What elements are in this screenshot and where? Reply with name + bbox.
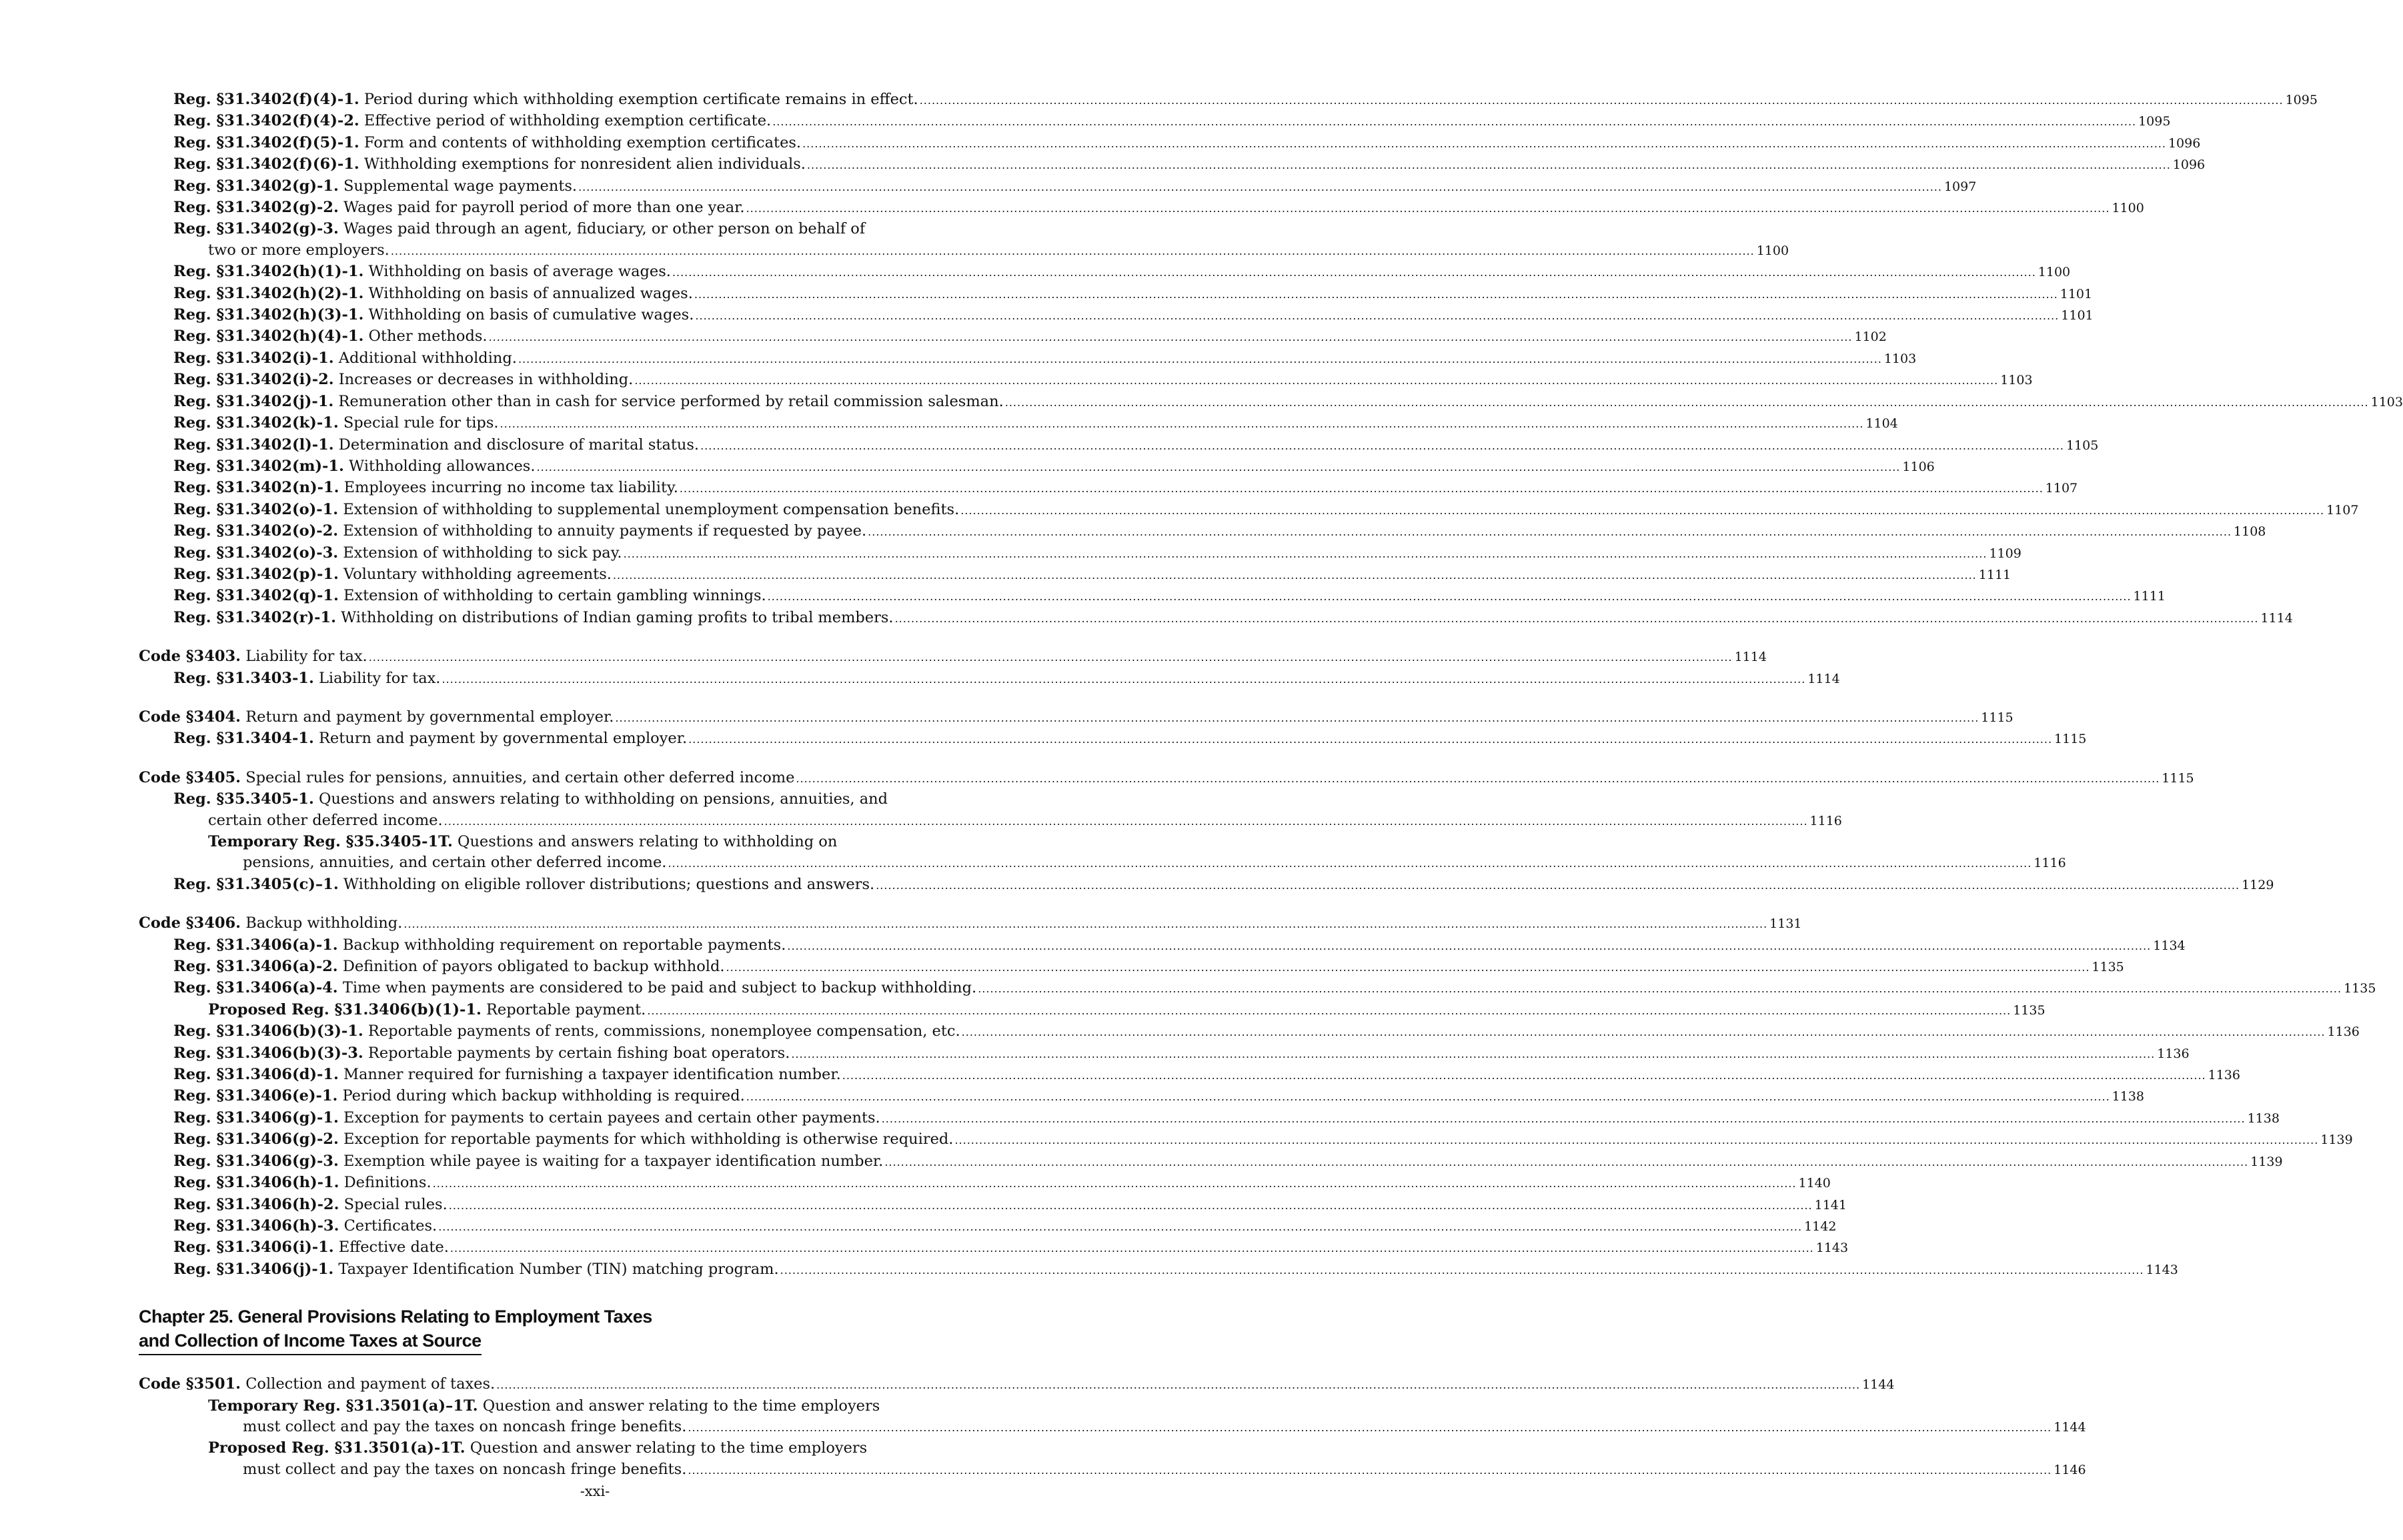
toc-entry bbox=[139, 521, 2266, 542]
toc-entry bbox=[139, 1000, 2046, 1021]
page-number: 1096 bbox=[2168, 135, 2201, 151]
toc-entry bbox=[139, 608, 2293, 629]
entry-label: Reg. §31.3402(l)-1. bbox=[173, 436, 334, 454]
page-footer bbox=[0, 1483, 1190, 1499]
entry-label: Reg. §31.3402(h)(3)-1. bbox=[173, 306, 364, 324]
page-number: 1116 bbox=[1809, 813, 1842, 828]
dot-leader bbox=[537, 457, 1901, 478]
toc-entry-continuation bbox=[139, 240, 1789, 261]
entry-label: Reg. §31.3406(h)-1. bbox=[173, 1174, 339, 1192]
entry-title: Withholding on eligible rollover distributions; questions and answers. bbox=[343, 875, 875, 893]
dot-leader bbox=[791, 1044, 2155, 1064]
toc-entry bbox=[139, 1173, 1831, 1194]
entry-label: Reg. §31.3402(k)-1. bbox=[173, 414, 339, 432]
chapter-heading bbox=[139, 1305, 1035, 1355]
toc-entry-first-line bbox=[139, 789, 1035, 810]
entry-title: Certificates. bbox=[343, 1217, 438, 1235]
entry-title: Question and answer relating to the time employers bbox=[470, 1439, 868, 1457]
page-number: 1134 bbox=[2153, 938, 2186, 953]
entry-label: Reg. §31.3402(g)-1. bbox=[173, 177, 339, 195]
entry-label: Reg. §31.3406(a)-4. bbox=[173, 979, 338, 997]
toc-entry bbox=[139, 1108, 2280, 1129]
page-number: 1114 bbox=[1734, 650, 1767, 665]
toc-entry bbox=[139, 668, 1840, 690]
toc-entry bbox=[139, 1237, 1849, 1259]
toc-entry bbox=[139, 564, 2012, 586]
entry-title: Definition of payors obligated to backup withhold. bbox=[342, 958, 725, 976]
entry-label: Reg. §31.3406(h)-2. bbox=[173, 1195, 339, 1213]
dot-leader bbox=[680, 478, 2044, 499]
page-number: 1136 bbox=[2208, 1068, 2240, 1083]
entry-label: Reg. §31.3402(i)-1. bbox=[173, 349, 334, 367]
page-number: 1103 bbox=[2370, 394, 2403, 410]
page-number: 1131 bbox=[1769, 916, 1802, 932]
page-number: 1140 bbox=[1798, 1176, 1831, 1191]
entry-label: Reg. §31.3402(p)-1. bbox=[173, 565, 339, 583]
entry-label: Reg. §31.3402(h)(1)-1. bbox=[173, 263, 364, 281]
dot-leader bbox=[960, 500, 2324, 521]
entry-title: Reportable payments by certain fishing boat operators. bbox=[367, 1044, 790, 1062]
dot-leader bbox=[746, 1086, 2110, 1107]
entry-label: Reg. §31.3402(m)-1. bbox=[173, 457, 344, 475]
dot-leader bbox=[895, 608, 2259, 629]
section-code-3404 bbox=[139, 707, 2087, 750]
toc-entry bbox=[139, 348, 1917, 369]
page-number: 1139 bbox=[2320, 1132, 2353, 1148]
dot-leader bbox=[796, 768, 2160, 789]
dot-leader bbox=[438, 1217, 1802, 1237]
entry-label: Reg. §31.3402(f)(4)-1. bbox=[173, 91, 359, 108]
dot-leader bbox=[920, 90, 2284, 111]
entry-title: Definitions. bbox=[343, 1174, 432, 1192]
entry-label: Code §3501. bbox=[139, 1375, 241, 1393]
page-number: 1107 bbox=[2326, 502, 2359, 518]
entry-title-cont: two or more employers. bbox=[208, 241, 389, 259]
entry-title: Withholding on distributions of Indian gaming profits to tribal members. bbox=[341, 608, 894, 626]
toc-entry bbox=[139, 1043, 2190, 1064]
page-number: 1143 bbox=[1815, 1241, 1849, 1256]
entry-title: Collection and payment of taxes. bbox=[245, 1375, 496, 1393]
dot-leader bbox=[442, 669, 1805, 690]
section-code-3405 bbox=[139, 768, 2274, 896]
entry-title: Time when payments are considered to be paid and subject to backup withholding. bbox=[342, 979, 977, 997]
entry-label: Reg. §31.3406(g)-3. bbox=[173, 1152, 339, 1170]
toc-entry bbox=[139, 435, 2099, 456]
entry-label: Reg. §31.3406(i)-1. bbox=[173, 1239, 334, 1257]
entry-label: Reg. §31.3402(j)-1. bbox=[173, 392, 334, 410]
entry-title-cont: pensions, annuities, and certain other deferred income. bbox=[243, 854, 667, 872]
dot-leader bbox=[613, 565, 1977, 586]
dot-leader bbox=[615, 708, 1979, 728]
entry-title: Wages paid through an agent, fiduciary, or other person on behalf of bbox=[343, 220, 866, 238]
toc-entry-continuation bbox=[139, 1459, 2086, 1481]
page-number: 1108 bbox=[2234, 524, 2266, 540]
entry-title: Increases or decreases in withholding. bbox=[338, 371, 634, 389]
toc-entry-first-line bbox=[139, 1396, 1035, 1417]
dot-leader bbox=[404, 914, 1767, 934]
page-number: 1105 bbox=[2066, 438, 2099, 453]
entry-title: Backup withholding requirement on reportable payments. bbox=[342, 936, 786, 954]
chapter-title-line-2: and Collection of Income Taxes at Source bbox=[139, 1329, 482, 1355]
table-of-contents bbox=[139, 89, 2403, 1481]
dot-leader bbox=[695, 305, 2059, 326]
page-number: 1141 bbox=[1814, 1197, 1847, 1213]
entry-title: Questions and answers relating to withholding on bbox=[458, 833, 838, 850]
section-code-3501 bbox=[139, 1374, 2086, 1481]
entry-label: Reg. §31.3402(h)(2)-1. bbox=[173, 284, 364, 302]
page-number: 1100 bbox=[2112, 201, 2144, 216]
entries-section-a bbox=[139, 89, 2318, 261]
page-number: 1139 bbox=[2250, 1154, 2283, 1169]
entry-label: Code §3405. bbox=[139, 768, 241, 786]
toc-entry-continuation bbox=[139, 810, 1842, 832]
entry-title: Extension of withholding to supplemental unemployment compensation benefits. bbox=[343, 500, 960, 518]
dot-leader bbox=[647, 1000, 2011, 1021]
page-number: 1107 bbox=[2045, 481, 2078, 496]
entry-title: Voluntary withholding agreements. bbox=[343, 565, 612, 583]
entry-title: Special rules for pensions, annuities, and certain other deferred income bbox=[245, 768, 795, 786]
entry-label: Reg. §31.3406(b)(3)-3. bbox=[173, 1044, 363, 1062]
dot-leader bbox=[500, 414, 1864, 434]
page-number: 1111 bbox=[1978, 567, 2012, 582]
toc-entry bbox=[139, 1086, 2145, 1107]
entry-title: Withholding on basis of annualized wages. bbox=[368, 284, 693, 302]
toc-entry bbox=[139, 1064, 2240, 1086]
toc-entry-code bbox=[139, 1374, 1895, 1395]
entry-label: Reg. §31.3402(f)(6)-1. bbox=[173, 155, 359, 173]
entry-title: Form and contents of withholding exemption certificates. bbox=[363, 133, 802, 151]
entry-label: Reg. §31.3402(q)-1. bbox=[173, 587, 339, 605]
dot-leader bbox=[1005, 392, 2369, 413]
entry-title: Determination and disclosure of marital status. bbox=[338, 436, 700, 454]
page-number: 1102 bbox=[1854, 329, 1887, 345]
entry-title: Effective date. bbox=[338, 1239, 449, 1257]
toc-entry bbox=[139, 500, 2359, 521]
entry-title: Exception for payments to certain payees and certain other payments. bbox=[343, 1108, 880, 1126]
dot-leader bbox=[688, 1460, 2052, 1481]
entry-label: Reg. §31.3402(g)-3. bbox=[173, 220, 339, 238]
toc-entry-code bbox=[139, 768, 2194, 789]
dot-leader bbox=[444, 811, 1808, 832]
dot-leader bbox=[496, 1375, 1860, 1395]
toc-entry bbox=[139, 111, 2171, 132]
entry-label: Temporary Reg. §31.3501(a)–1T. bbox=[208, 1397, 478, 1415]
page-number: 1114 bbox=[2260, 610, 2293, 626]
entry-label: Reg. §31.3402(r)-1. bbox=[173, 608, 336, 626]
page-number: 1101 bbox=[2060, 286, 2093, 301]
page-number: 1100 bbox=[1756, 243, 1789, 258]
page-number: 1136 bbox=[2157, 1046, 2190, 1061]
entry-title: Withholding allowances. bbox=[349, 457, 536, 475]
page-number: 1100 bbox=[2038, 265, 2071, 280]
page-number: 1135 bbox=[2092, 960, 2124, 975]
entry-title: Return and payment by governmental employer. bbox=[318, 730, 688, 748]
entry-label: Reg. §31.3406(g)-1. bbox=[173, 1108, 339, 1126]
entry-title-cont: must collect and pay the taxes on noncash fringe benefits. bbox=[243, 1417, 687, 1435]
entry-label: Reg. §31.3402(o)-2. bbox=[173, 522, 339, 540]
toc-entry-code bbox=[139, 646, 1767, 668]
dot-leader bbox=[688, 1417, 2052, 1438]
dot-leader bbox=[624, 544, 1987, 564]
page-number: 1116 bbox=[2034, 856, 2066, 871]
toc-entry bbox=[139, 197, 2144, 219]
page-number: 1095 bbox=[2285, 93, 2318, 107]
entry-title: Effective period of withholding exemption certificate. bbox=[363, 112, 772, 130]
entry-label: Reg. §31.3406(g)-2. bbox=[173, 1130, 339, 1148]
toc-entry bbox=[139, 133, 2201, 154]
entry-title: Taxpayer Identification Number (TIN) matching program. bbox=[338, 1260, 779, 1278]
entry-title: Reportable payments of rents, commissions, nonemployee compensation, etc. bbox=[367, 1022, 960, 1040]
page-number: 1146 bbox=[2054, 1462, 2086, 1477]
dot-leader bbox=[433, 1173, 1797, 1194]
entry-title: Question and answer relating to the time employers bbox=[482, 1397, 880, 1415]
toc-entry bbox=[139, 478, 2078, 499]
page-number: 1104 bbox=[1865, 416, 1898, 432]
toc-entry bbox=[139, 261, 2071, 283]
entry-title: Manner required for furnishing a taxpayer identification number. bbox=[343, 1066, 841, 1084]
toc-entry-continuation bbox=[139, 852, 2066, 874]
page-number: 1144 bbox=[1862, 1377, 1895, 1393]
dot-leader bbox=[668, 853, 2032, 874]
entry-title: Special rules. bbox=[343, 1195, 448, 1213]
toc-entry bbox=[139, 89, 2318, 111]
dot-leader bbox=[700, 436, 2064, 456]
entry-title: Liability for tax. bbox=[245, 648, 367, 666]
toc-entry bbox=[139, 1129, 2353, 1150]
page-number: 1114 bbox=[1807, 671, 1840, 686]
dot-leader bbox=[802, 133, 2166, 154]
toc-entry bbox=[139, 176, 1977, 197]
entry-label: Temporary Reg. §35.3405-1T. bbox=[208, 833, 453, 850]
entry-label: Reg. §31.3406(h)-3. bbox=[173, 1217, 339, 1235]
entry-label: Code §3404. bbox=[139, 708, 241, 726]
entry-title: Special rule for tips. bbox=[343, 414, 499, 432]
dot-leader bbox=[780, 1260, 2144, 1281]
page-number: 1115 bbox=[1981, 710, 2014, 725]
toc-entry bbox=[139, 283, 2093, 305]
entry-label: Reg. §31.3406(a)-1. bbox=[173, 936, 338, 954]
toc-entry bbox=[139, 978, 2376, 999]
page-number: 1109 bbox=[1989, 546, 2022, 561]
dot-leader bbox=[634, 370, 1998, 391]
dot-leader bbox=[772, 111, 2136, 132]
page-number: 1144 bbox=[2054, 1419, 2086, 1435]
dot-leader bbox=[726, 957, 2090, 978]
entry-label: Proposed Reg. §31.3406(b)(1)-1. bbox=[208, 1000, 482, 1018]
entry-label: Code §3406. bbox=[139, 914, 241, 932]
entry-title: Liability for tax. bbox=[318, 669, 441, 687]
entry-label: Reg. §31.3402(f)(5)-1. bbox=[173, 133, 359, 151]
toc-entry bbox=[139, 369, 2033, 391]
entry-label: Reg. §31.3406(e)-1. bbox=[173, 1087, 338, 1105]
entry-label: Reg. §31.3402(h)(4)-1. bbox=[173, 327, 364, 345]
page-number: 1135 bbox=[2344, 981, 2376, 996]
entry-title: Period during which backup withholding is required. bbox=[342, 1087, 745, 1105]
entry-title: Withholding on basis of cumulative wages. bbox=[368, 306, 694, 324]
dot-leader bbox=[369, 647, 1733, 668]
page-number: 1103 bbox=[2000, 373, 2033, 388]
entry-title: Additional withholding. bbox=[338, 349, 517, 367]
toc-entry bbox=[139, 1216, 1837, 1237]
dot-leader bbox=[391, 241, 1755, 261]
dot-leader bbox=[578, 177, 1942, 197]
entry-title: Supplemental wage payments. bbox=[343, 177, 578, 195]
entry-label: Reg. §31.3406(a)-2. bbox=[173, 958, 338, 976]
page-number: 1142 bbox=[1804, 1219, 1837, 1234]
toc-entry bbox=[139, 392, 2403, 413]
toc-entry-first-line bbox=[139, 1438, 1035, 1459]
entry-title: Other methods. bbox=[368, 327, 488, 345]
entry-label: Reg. §35.3405-1. bbox=[173, 790, 314, 808]
page-number: 1136 bbox=[2327, 1024, 2360, 1040]
dot-leader bbox=[842, 1065, 2206, 1086]
toc-entry bbox=[139, 1259, 2178, 1281]
entry-label: Reg. §31.3402(f)(4)-2. bbox=[173, 112, 359, 130]
entry-title: Withholding exemptions for nonresident alien individuals. bbox=[363, 155, 806, 173]
page-number: 1097 bbox=[1943, 179, 1977, 194]
entry-label: Reg. §31.3402(g)-2. bbox=[173, 199, 339, 217]
entry-title: Backup withholding. bbox=[245, 914, 403, 932]
dot-leader bbox=[884, 1152, 2248, 1173]
toc-entry bbox=[139, 456, 1935, 478]
toc-entry-code bbox=[139, 913, 1802, 934]
entry-title-cont: must collect and pay the taxes on noncash fringe benefits. bbox=[243, 1460, 687, 1478]
dot-leader bbox=[876, 875, 2240, 896]
dot-leader bbox=[868, 522, 2232, 542]
entry-label: Code §3403. bbox=[139, 648, 241, 666]
toc-entry bbox=[139, 326, 1887, 347]
toc-entry-first-line bbox=[139, 219, 1035, 239]
page-number: 1096 bbox=[2172, 157, 2206, 173]
dot-leader bbox=[768, 586, 2132, 607]
toc-entry bbox=[139, 586, 2166, 607]
entry-title-cont: certain other deferred income. bbox=[208, 811, 443, 829]
dot-leader bbox=[954, 1130, 2318, 1150]
entry-label: Reg. §31.3405(c)–1. bbox=[173, 875, 339, 893]
entry-title: Extension of withholding to certain gambling winnings. bbox=[343, 587, 766, 605]
entry-title: Employees incurring no income tax liability. bbox=[343, 479, 678, 497]
entry-title: Extension of withholding to annuity payments if requested by payee. bbox=[343, 522, 867, 540]
toc-entry bbox=[139, 154, 2206, 175]
dot-leader bbox=[518, 349, 1882, 369]
toc-entry bbox=[139, 956, 2124, 978]
toc-entry bbox=[139, 1021, 2360, 1042]
dot-leader bbox=[489, 327, 1853, 347]
chapter-title-line-1: Chapter 25. General Provisions Relating to Employment Taxes bbox=[139, 1307, 652, 1327]
entry-label: Reg. §31.3406(j)-1. bbox=[173, 1260, 334, 1278]
entry-label: Reg. §31.3402(o)-3. bbox=[173, 544, 339, 562]
dot-leader bbox=[807, 155, 2171, 175]
entry-label: Reg. §31.3406(d)-1. bbox=[173, 1066, 339, 1084]
dot-leader bbox=[450, 1238, 1814, 1259]
page-number: 1111 bbox=[2133, 589, 2166, 604]
toc-entry bbox=[139, 1151, 2283, 1173]
toc-entry bbox=[139, 874, 2274, 896]
dot-leader bbox=[787, 936, 2151, 956]
section-code-3406 bbox=[139, 913, 2376, 1281]
toc-entry-first-line bbox=[139, 832, 1035, 852]
page-number: 1101 bbox=[2061, 308, 2094, 323]
toc-entry bbox=[139, 413, 1898, 434]
entry-label: Reg. §31.3402(n)-1. bbox=[173, 479, 339, 497]
entry-title: Remuneration other than in cash for service performed by retail commission salesman. bbox=[338, 392, 1004, 410]
page-number: 1135 bbox=[2013, 1002, 2046, 1018]
entry-label: Reg. §31.3403-1. bbox=[173, 669, 314, 687]
entry-label: Reg. §31.3402(o)-1. bbox=[173, 500, 339, 518]
toc-entry bbox=[139, 1195, 1847, 1216]
entry-label: Proposed Reg. §31.3501(a)-1T. bbox=[208, 1439, 466, 1457]
toc-entry-code bbox=[139, 707, 2014, 728]
dot-leader bbox=[978, 978, 2342, 999]
entry-title: Withholding on basis of average wages. bbox=[368, 263, 671, 281]
entries-section-b bbox=[139, 261, 2403, 629]
entry-title: Exemption while payee is waiting for a taxpayer identification number. bbox=[343, 1152, 884, 1170]
entry-label: Reg. §31.3406(b)(3)-1. bbox=[173, 1022, 363, 1040]
section-code-3403 bbox=[139, 646, 1840, 690]
dot-leader bbox=[672, 262, 2036, 283]
page-number: 1106 bbox=[1902, 459, 1935, 474]
page-number: 1129 bbox=[2242, 877, 2274, 892]
page-number: 1143 bbox=[2146, 1262, 2178, 1277]
page-number: 1115 bbox=[2054, 732, 2087, 747]
entry-title: Return and payment by governmental employer. bbox=[245, 708, 614, 726]
dot-leader bbox=[882, 1108, 2246, 1129]
entry-label: Reg. §31.3404-1. bbox=[173, 730, 314, 748]
toc-entry-continuation bbox=[139, 1417, 2086, 1438]
dot-leader bbox=[962, 1022, 2326, 1042]
entry-label: Reg. §31.3402(i)-2. bbox=[173, 371, 334, 389]
page-number: 1138 bbox=[2112, 1089, 2145, 1104]
dot-leader bbox=[694, 284, 2058, 305]
dot-leader bbox=[449, 1195, 1813, 1216]
toc-entry bbox=[139, 728, 2087, 750]
page-number: 1115 bbox=[2162, 770, 2194, 786]
entry-title: Period during which withholding exemption certificate remains in effect. bbox=[363, 91, 918, 108]
page-number: 1138 bbox=[2247, 1110, 2280, 1126]
entry-title: Reportable payment. bbox=[486, 1000, 646, 1018]
entry-title: Wages paid for payroll period of more than one year. bbox=[343, 199, 745, 217]
toc-entry bbox=[139, 935, 2186, 956]
toc-entry bbox=[139, 305, 2094, 326]
entry-title: Extension of withholding to sick pay. bbox=[343, 544, 622, 562]
dot-leader bbox=[688, 729, 2052, 750]
dot-leader bbox=[746, 198, 2110, 219]
entry-title: Exception for reportable payments for which withholding is otherwise required. bbox=[343, 1130, 954, 1148]
toc-entry bbox=[139, 543, 2022, 564]
page-number: 1095 bbox=[2138, 114, 2171, 129]
entry-title: Questions and answers relating to withholding on pensions, annuities, and bbox=[318, 790, 888, 808]
footer-page-number: -xxi- bbox=[580, 1483, 610, 1499]
page-number: 1103 bbox=[1883, 351, 1917, 366]
